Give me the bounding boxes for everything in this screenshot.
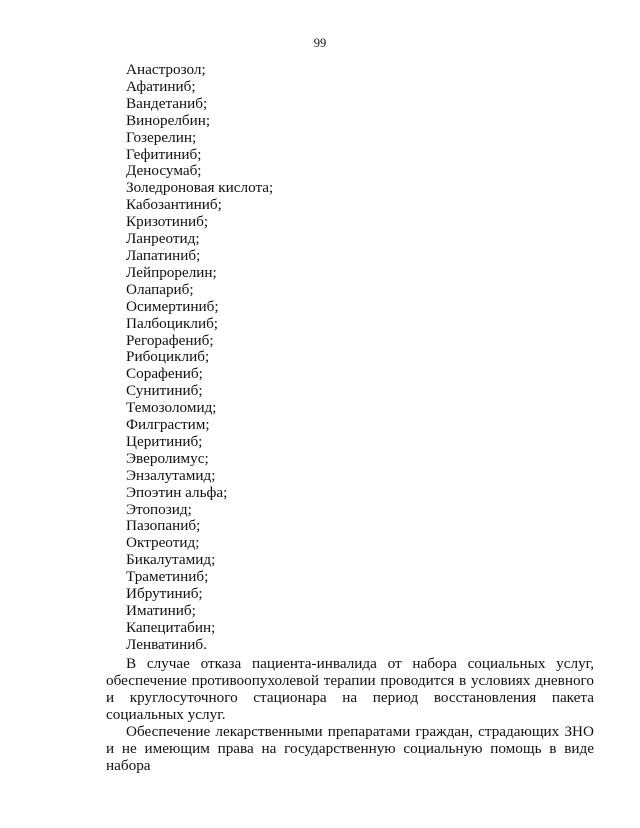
list-item: Кризотиниб; <box>126 213 209 231</box>
list-item: Эпоэтин альфа; <box>126 483 228 501</box>
list-item: Ланреотид; <box>126 230 200 248</box>
list-item: Регорафениб; <box>126 331 214 349</box>
body-paragraph: В случае отказа пациента-инвалида от набора социальных услуг, обеспечение противоопухолевой терапии проводится в условиях дневного и круглосуточного стационара на период восстановления пакета социальных услуг. <box>106 655 594 723</box>
list-item: Капецитабин; <box>126 618 216 636</box>
list-item: Темозоломид; <box>126 399 217 417</box>
list-item: Анастрозол; <box>126 61 206 78</box>
list-item: Кабозантиниб; <box>126 196 222 214</box>
list-item: Ленватиниб. <box>126 635 207 653</box>
list-item: Палбоциклиб; <box>126 314 219 332</box>
list-item: Винорелбин; <box>126 111 211 129</box>
list-item: Сунитиниб; <box>126 382 203 400</box>
list-item: Гефитиниб; <box>126 145 202 163</box>
list-item: Иматиниб; <box>126 602 196 619</box>
list-item: Золедроновая кислота; <box>126 179 274 197</box>
list-item: Лейпрорелин; <box>126 263 217 281</box>
list-item: Лапатиниб; <box>126 246 201 264</box>
list-item: Гозерелин; <box>126 128 197 146</box>
list-item: Энзалутамид; <box>126 466 216 484</box>
list-item: Афатиниб; <box>126 77 196 95</box>
list-item: Эверолимус; <box>126 449 209 467</box>
list-item: Деносумаб; <box>126 162 202 180</box>
list-item: Вандетаниб; <box>126 94 208 112</box>
list-item: Олапариб; <box>126 280 194 298</box>
list-item: Сорафениб; <box>126 365 203 383</box>
list-item: Филграстим; <box>126 416 210 434</box>
list-item: Этопозид; <box>126 500 192 518</box>
list-item: Траметиниб; <box>126 568 209 586</box>
list-item: Рибоциклиб; <box>126 348 210 366</box>
list-item: Пазопаниб; <box>126 517 201 535</box>
list-item: Ибрутиниб; <box>126 585 203 603</box>
list-item: Октреотид; <box>126 534 200 552</box>
list-item: Церитиниб; <box>126 432 203 450</box>
list-item: Осимертиниб; <box>126 297 219 315</box>
body-paragraph: Обеспечение лекарственными препаратами граждан, страдающих ЗНО и не имеющим права на государственную социальную помощь в виде набора <box>106 723 594 774</box>
page-number: 99 <box>313 36 327 50</box>
drug-list <box>126 62 273 654</box>
list-item: Бикалутамид; <box>126 551 216 569</box>
